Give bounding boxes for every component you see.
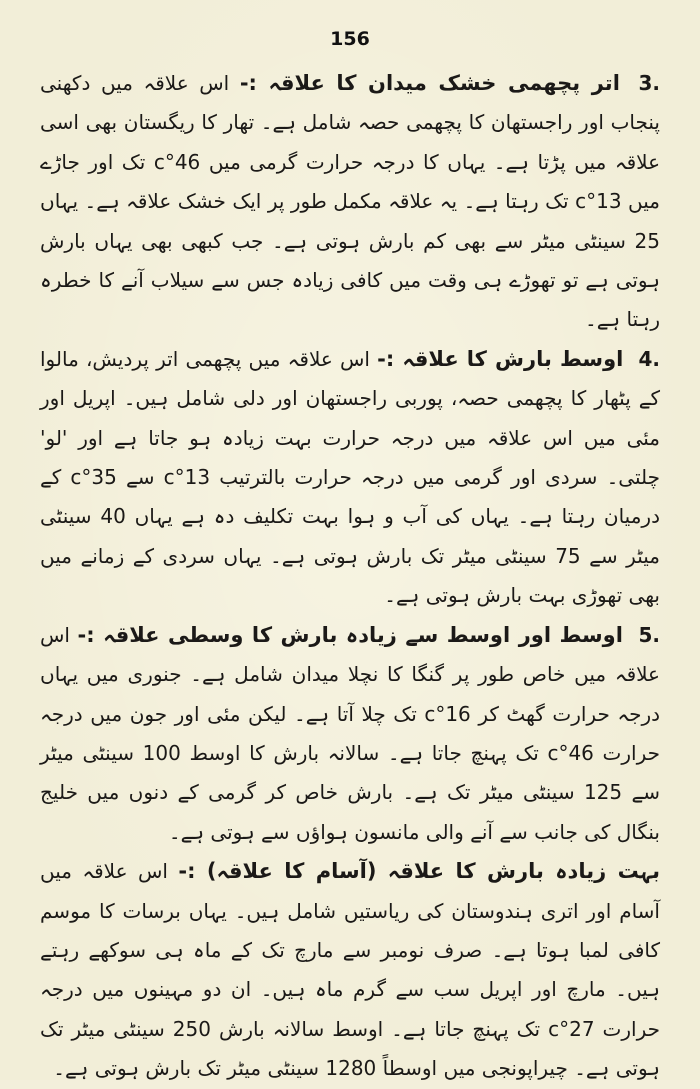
paragraph-3 <box>40 64 660 340</box>
paragraph-text: اس علاقہ میں پچھمی اتر پردیش، مالوا کے پٹھار کا پچھمی حصہ، پوربی راجستھان اور دلی شامل ہیں۔ اپریل اور مئی میں اس علاقہ میں درجہ حرارت بہت زیادہ ہو جاتا ہے اور 'لو' چلتی۔ سردی اور گرمی میں درجہ حرارت بالترتیب 13°c سے 35°c کے درمیان رہتا ہے۔ یہاں کی آب و ہوا بہت تکلیف دہ ہے یہاں 40 سینٹی میٹر سے 75 سینٹی میٹر تک بارش ہوتی ہے۔ یہاں سردی کے زمانے میں بھی تھوڑی بہت بارش ہوتی ہے۔ <box>40 346 660 608</box>
paragraph-6 <box>40 852 660 1088</box>
paragraph-5 <box>40 616 660 852</box>
paragraph-number: 5. <box>638 622 661 647</box>
paragraph-text: اس علاقہ میں آسام اور اتری ہندوستان کی ریاستیں شامل ہیں۔ یہاں برسات کا موسم کافی لمبا ہوتا ہے۔ صرف نومبر سے مارچ تک کے ماہ ہی سوکھے رہتے ہیں۔ مارچ اور اپریل سب سے گرم ماہ ہیں۔ ان دو مہینوں میں درجہ حرارت 27°c تک پہنچ جاتا ہے۔ اوسط سالانہ بارش 250 سینٹی میٹر تک ہوتی ہے۔ چیراپونجی میں اوسطاً 1280 سینٹی میٹر تک بارش ہوتی ہے۔ <box>40 859 660 1081</box>
page-number: 156 <box>330 28 370 50</box>
paragraph-number: 3. <box>638 71 661 95</box>
paragraph-4 <box>40 340 660 616</box>
paragraph-heading: اوسط بارش کا علاقہ :- <box>377 346 624 371</box>
paragraph-text: اس علاقہ میں دکھنی پنجاب اور راجستھان کا پچھمی حصہ شامل ہے۔ تھار کا ریگستان بھی اسی علاقہ میں پڑتا ہے۔ یہاں کا درجہ حرارت گرمی میں 46°c تک اور جاڑے میں 13°c تک رہتا ہے۔ یہ علاقہ مکمل طور پر ایک خشک علاقہ ہے۔ یہاں 25 سینٹی میٹر سے بھی کم بارش ہوتی ہے۔ جب کبھی بھی یہاں بارش ہوتی ہے تو تھوڑے ہی وقت میں کافی زیادہ جس سے سیلاب آنے کا خطرہ رہتا ہے۔ <box>40 71 660 332</box>
paragraph-heading: اوسط اور اوسط سے زیادہ بارش کا وسطی علاقہ :- <box>77 622 623 647</box>
paragraph-text: اس علاقہ میں خاص طور پر گنگا کا نچلا میدان شامل ہے۔ جنوری میں یہاں درجہ حرارت گھٹ کر 16°c تک چلا آتا ہے۔ لیکن مئی اور جون میں درجہ حرارت 46°c تک پہنچ جاتا ہے۔ سالانہ بارش کا اوسط 100 سینٹی میٹر سے 125 سینٹی میٹر تک ہے۔ بارش خاص کر گرمی کے دنوں میں خلیج بنگال کی جانب سے آنے والی مانسون ہواؤں سے ہوتی ہے۔ <box>40 622 661 844</box>
page-body <box>40 64 660 1089</box>
paragraph-number: 4. <box>638 346 661 371</box>
paragraph-heading: بہت زیادہ بارش کا علاقہ (آسام کا علاقہ) :- <box>178 859 660 884</box>
paragraph-heading: اتر پچھمی خشک میدان کا علاقہ :- <box>239 71 620 95</box>
